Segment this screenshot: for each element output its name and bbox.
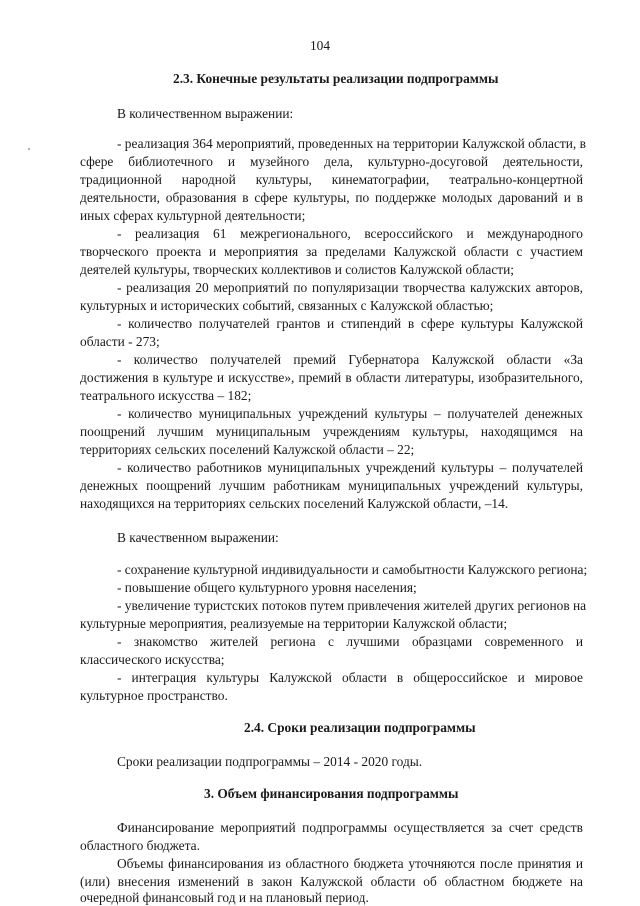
list-item-line: достижения в культуре и искусстве», премий в области литературы, изобразительного,: [80, 370, 583, 385]
list-item-line: территориях сельских поселений Калужской области – 22;: [80, 442, 415, 457]
paragraph-line: очередной финансовый год и на плановый период.: [80, 890, 369, 905]
list-item-line: - количество получателей грантов и стипендий в сфере культуры Калужской: [117, 316, 583, 331]
page-number: 104: [309, 38, 331, 53]
list-item-line: денежных поощрений лучшим работникам муниципальных учреждений культуры,: [80, 478, 583, 493]
list-item-line: поощрений лучшим муниципальным учреждениям культуры, находящимся на: [80, 424, 583, 439]
paragraph-line: областного бюджета.: [80, 838, 200, 853]
list-item-line: - знакомство жителей региона с лучшими образцами современного и: [117, 634, 583, 649]
list-item-line: деятелей культуры, творческих коллективов и солистов Калужской области;: [80, 262, 515, 277]
list-item-line: традиционной народной культуры, кинематографии, театрально-концертной: [80, 172, 583, 187]
list-item-line: - сохранение культурной индивидуальности и самобытности Калужского региона;: [117, 562, 588, 577]
list-item-line: классического искусства;: [80, 652, 225, 667]
list-item-line: - количество работников муниципальных учреждений культуры – получателей: [117, 460, 583, 475]
list-item-line: - реализация 20 мероприятий по популяризации творчества калужских авторов,: [117, 280, 583, 295]
list-item-line: культурных и исторических событий, связанных с Калужской областью;: [80, 298, 494, 313]
list-item-line: - количество получателей премий Губернатора Калужской области «За: [117, 352, 583, 367]
list-item-line: находящихся на территориях сельских поселений Калужской области, –14.: [80, 496, 509, 511]
list-item-line: иных сферах культурной деятельности;: [80, 208, 306, 223]
list-item-line: творческого проекта и мероприятия за пределами Калужской области с участием: [80, 244, 583, 259]
list-item-line: - интеграция культуры Калужской области в общероссийское и мировое: [117, 670, 583, 685]
list-item-line: деятельности, образования в сфере культуры, по поддержке молодых дарований и в: [80, 190, 583, 205]
list-item-line: - реализация 61 межрегионального, всероссийского и международного: [117, 226, 583, 241]
section-2-3-heading: 2.3. Конечные результаты реализации подпрограммы: [173, 71, 499, 86]
section-2-4-heading: 2.4. Сроки реализации подпрограммы: [244, 720, 476, 735]
list-item-line: культурные мероприятия, реализуемые на территории Калужской области;: [80, 616, 508, 631]
list-item-line: - повышение общего культурного уровня населения;: [117, 580, 417, 595]
scan-speck: [28, 148, 30, 150]
section-3-heading: 3. Объем финансирования подпрограммы: [204, 786, 459, 801]
quantitative-intro: В количественном выражении:: [117, 106, 294, 121]
list-item-line: театрального искусства – 182;: [80, 388, 252, 403]
list-item-line: - увеличение туристских потоков путем привлечения жителей других регионов на: [117, 598, 587, 613]
qualitative-intro: В качественном выражении:: [117, 530, 279, 545]
paragraph-line: (или) внесения изменений в закон Калужской области об областном бюджете на: [80, 874, 583, 889]
list-item-line: - реализация 364 мероприятий, проведенных на территории Калужской области, в: [117, 136, 586, 151]
section-2-4-text: Сроки реализации подпрограммы – 2014 - 2020 годы.: [117, 754, 423, 769]
paragraph-line: Финансирование мероприятий подпрограммы осуществляется за счет средств: [117, 820, 583, 835]
list-item-line: области - 273;: [80, 334, 160, 349]
list-item-line: культурное пространство.: [80, 688, 228, 703]
list-item-line: - количество муниципальных учреждений культуры – получателей денежных: [117, 406, 583, 421]
paragraph-line: Объемы финансирования из областного бюджета уточняются после принятия и: [117, 856, 583, 871]
list-item-line: сфере библиотечного и музейного дела, культурно-досуговой деятельности,: [80, 154, 583, 169]
